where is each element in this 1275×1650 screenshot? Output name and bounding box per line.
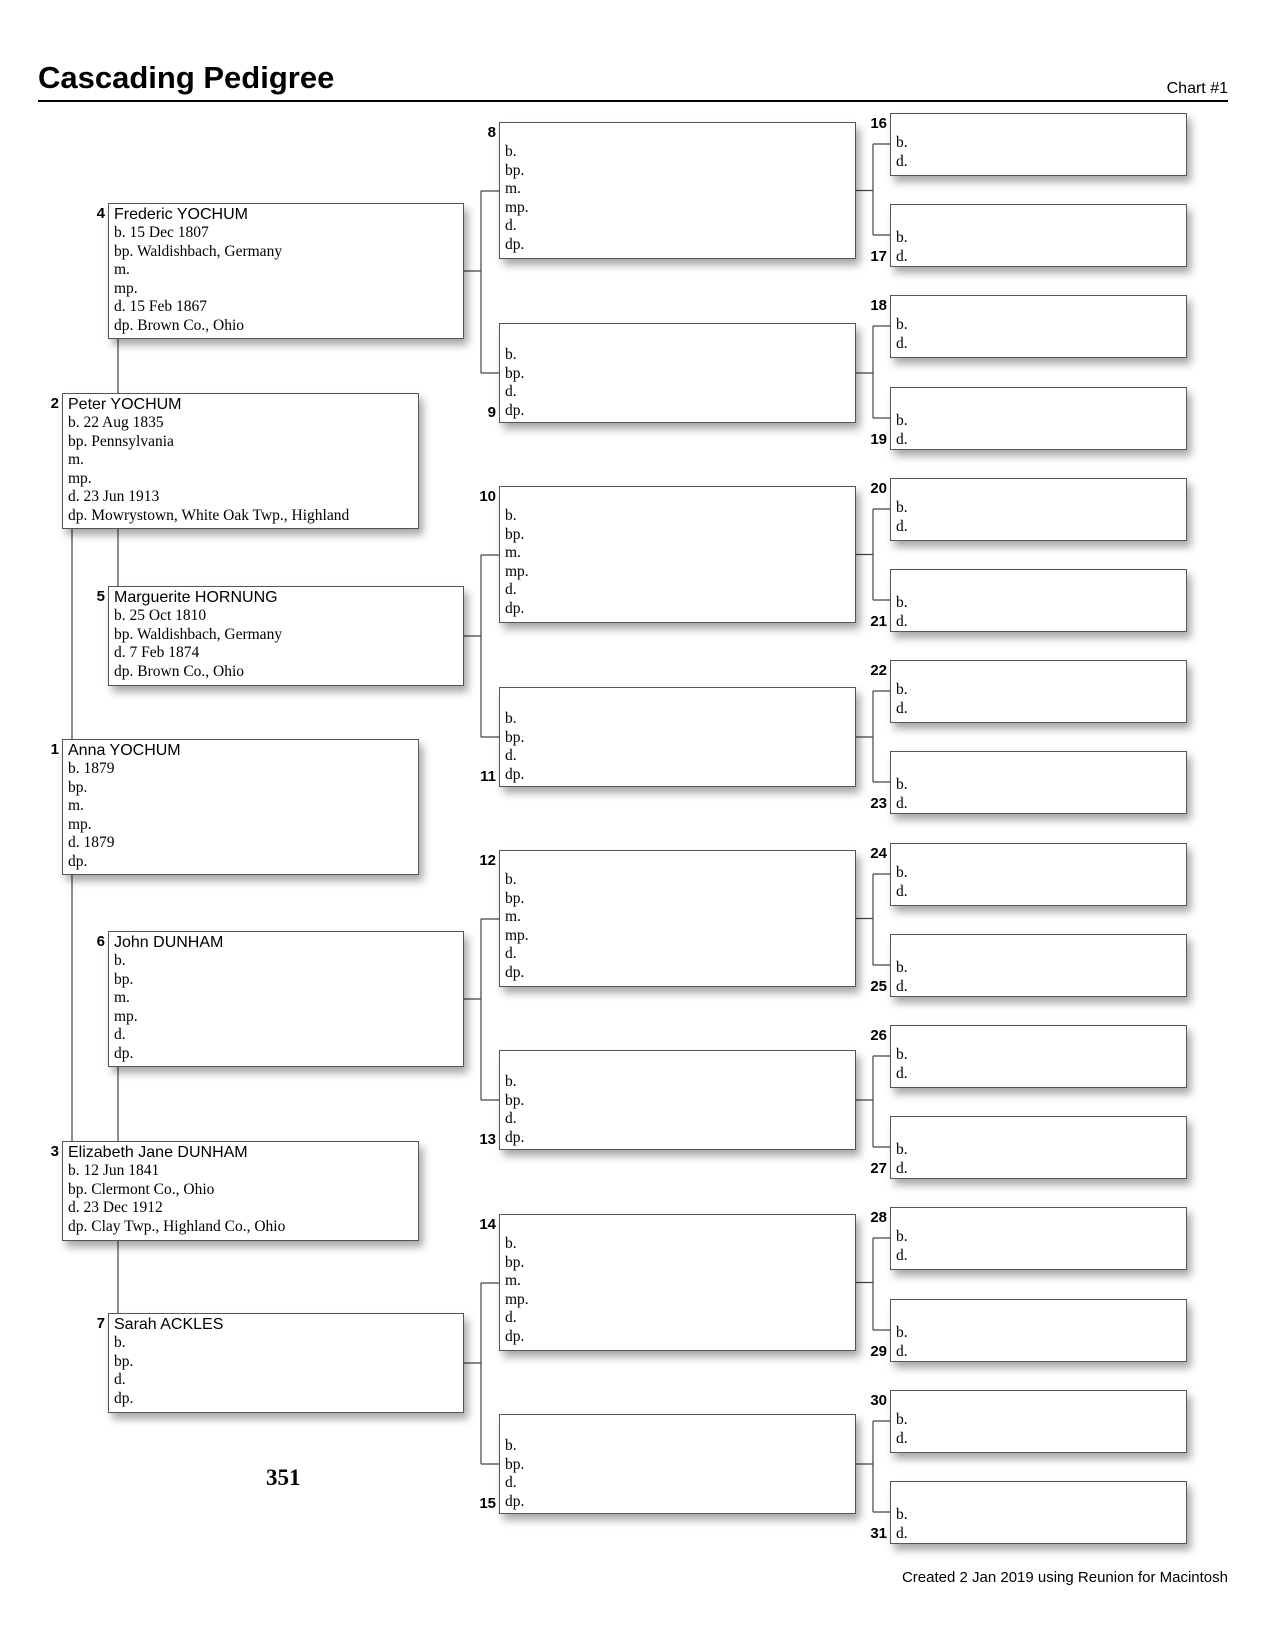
person-fact-line: d. [896, 977, 908, 995]
person-name: Anna YOCHUM [68, 742, 181, 759]
person-fact-line: dp. [505, 401, 525, 419]
person-box-23[interactable] [890, 751, 1187, 814]
person-number-21: 21 [870, 613, 887, 630]
person-fact-line: dp. [505, 1492, 525, 1510]
person-number-23: 23 [870, 795, 887, 812]
person-box-8[interactable] [499, 122, 856, 259]
person-fact-line: bp. [114, 970, 134, 988]
person-fact-line: d. [896, 517, 908, 535]
person-fact-line: b. [505, 143, 517, 160]
person-number-7: 7 [96, 1315, 105, 1332]
person-fact-line: m. [505, 1272, 521, 1290]
person-box-3[interactable] [62, 1141, 419, 1241]
person-fact-line: b. [896, 681, 908, 698]
person-box-14[interactable] [499, 1214, 856, 1351]
person-name [891, 753, 1186, 772]
person-number-28: 28 [870, 1209, 887, 1226]
person-number-4: 4 [96, 205, 105, 222]
person-number-13: 13 [479, 1131, 496, 1148]
person-fact-line: b. [114, 1334, 126, 1351]
person-name: Peter YOCHUM [68, 396, 182, 413]
person-number-14: 14 [479, 1216, 496, 1233]
person-fact-line: mp. [68, 815, 92, 833]
person-fact-line: b. [505, 710, 517, 727]
person-fact-line: mp. [505, 926, 529, 944]
person-name [891, 571, 1186, 590]
person-fact-line: b. [505, 346, 517, 363]
page-title: Cascading Pedigree [38, 60, 335, 95]
person-fact-line: d. [896, 1159, 908, 1177]
person-fact-line: d. [896, 1246, 908, 1264]
person-fact-line: d. [114, 1026, 126, 1044]
person-fact-line: d. 7 Feb 1874 [114, 644, 200, 662]
person-fact-line: bp. Clermont Co., Ohio [68, 1180, 215, 1198]
person-name [891, 115, 1186, 134]
person-number-11: 11 [480, 768, 496, 785]
person-fact-line: d. [505, 383, 517, 401]
person-box-16[interactable] [890, 113, 1187, 176]
person-fact-line: d. [896, 612, 908, 630]
chart-number: Chart #1 [1166, 80, 1228, 97]
person-name: Frederic YOCHUM [114, 206, 248, 223]
person-box-27[interactable] [890, 1116, 1187, 1179]
person-name [891, 1301, 1186, 1320]
person-fact-line: b. 15 Dec 1807 [114, 224, 209, 241]
person-fact-line: b. [896, 959, 908, 976]
person-fact-line: b. [896, 594, 908, 611]
person-fact-line: dp. [114, 1389, 134, 1407]
person-box-7[interactable] [108, 1313, 464, 1413]
person-box-28[interactable] [890, 1207, 1187, 1270]
person-name [891, 936, 1186, 955]
person-name [891, 206, 1186, 225]
person-name: Sarah ACKLES [114, 1316, 224, 1333]
person-fact-line: dp. [68, 852, 88, 870]
person-fact-line: d. [896, 882, 908, 900]
person-name [891, 297, 1186, 316]
person-fact-line: b. [505, 1073, 517, 1090]
person-name [500, 852, 855, 871]
person-name [500, 325, 855, 344]
person-fact-line: b. [505, 1235, 517, 1252]
person-fact-line: d. [896, 430, 908, 448]
footer-created: Created 2 Jan 2019 using Reunion for Macintosh [901, 1569, 1228, 1586]
person-number-30: 30 [870, 1392, 887, 1409]
person-box-17[interactable] [890, 204, 1187, 267]
person-box-10[interactable] [499, 486, 856, 623]
person-fact-line: d. [896, 1429, 908, 1447]
person-fact-line: d. [505, 945, 517, 963]
person-fact-line: mp. [114, 1007, 138, 1025]
person-fact-line: b. [896, 776, 908, 793]
person-box-13[interactable] [499, 1050, 856, 1150]
person-fact-line: d. [505, 1309, 517, 1327]
person-fact-line: d. [896, 1064, 908, 1082]
person-fact-line: mp. [505, 1290, 529, 1308]
person-fact-line: b. [114, 952, 126, 969]
person-box-19[interactable] [890, 387, 1187, 450]
person-number-17: 17 [870, 248, 887, 265]
person-fact-line: bp. Waldishbach, Germany [114, 242, 283, 260]
person-fact-line: dp. Brown Co., Ohio [114, 662, 245, 680]
person-box-11[interactable] [499, 687, 856, 787]
person-number-26: 26 [870, 1027, 887, 1044]
person-fact-line: m. [114, 261, 130, 279]
person-fact-line: b. [505, 507, 517, 524]
person-fact-line: d. [896, 152, 908, 170]
person-fact-line: b. [896, 1411, 908, 1428]
person-number-22: 22 [870, 662, 887, 679]
person-fact-line: b. [896, 134, 908, 151]
person-fact-line: dp. [505, 1327, 525, 1345]
person-fact-line: d. [896, 699, 908, 717]
person-fact-line: d. [505, 747, 517, 765]
person-fact-line: mp. [505, 562, 529, 580]
person-fact-line: m. [505, 544, 521, 562]
person-fact-line: b. [896, 499, 908, 516]
person-box-1[interactable] [62, 739, 419, 875]
person-fact-line: b. [896, 1228, 908, 1245]
person-fact-line: bp. [505, 889, 525, 907]
person-fact-line: d. [505, 1474, 517, 1492]
person-fact-line: bp. [505, 161, 525, 179]
person-number-19: 19 [870, 431, 887, 448]
person-fact-line: mp. [114, 279, 138, 297]
person-fact-line: d. [505, 217, 517, 235]
person-number-10: 10 [479, 488, 496, 505]
person-fact-line: b. [896, 1141, 908, 1158]
person-fact-line: b. [896, 412, 908, 429]
person-number-20: 20 [870, 480, 887, 497]
person-number-15: 15 [479, 1495, 496, 1512]
person-fact-line: mp. [505, 198, 529, 216]
person-number-29: 29 [870, 1343, 887, 1360]
person-name [891, 1392, 1186, 1411]
person-fact-line: d. [114, 1371, 126, 1389]
person-name [891, 480, 1186, 499]
person-fact-line: b. 1879 [68, 760, 115, 777]
person-fact-line: dp. Clay Twp., Highland Co., Ohio [68, 1217, 286, 1235]
person-fact-line: m. [114, 989, 130, 1007]
person-fact-line: dp. [505, 963, 525, 981]
person-fact-line: dp. [505, 765, 525, 783]
person-fact-line: bp. [505, 1253, 525, 1271]
person-fact-line: bp. Waldishbach, Germany [114, 625, 283, 643]
person-name [500, 488, 855, 507]
person-box-4[interactable] [108, 203, 464, 339]
person-fact-line: b. [896, 864, 908, 881]
person-fact-line: dp. Brown Co., Ohio [114, 316, 245, 334]
person-fact-line: bp. [114, 1352, 134, 1370]
person-number-18: 18 [870, 297, 887, 314]
person-box-9[interactable] [499, 323, 856, 423]
person-box-18[interactable] [890, 295, 1187, 358]
person-fact-line: d. [896, 334, 908, 352]
person-name: Marguerite HORNUNG [114, 589, 278, 606]
person-box-20[interactable] [890, 478, 1187, 541]
person-name [891, 389, 1186, 408]
person-fact-line: b. [896, 229, 908, 246]
person-number-12: 12 [479, 852, 496, 869]
person-name [891, 1209, 1186, 1228]
person-fact-line: d. 1879 [68, 834, 115, 852]
person-fact-line: b. [505, 871, 517, 888]
person-fact-line: m. [68, 451, 84, 469]
person-name [500, 1416, 855, 1435]
person-fact-line: d. [896, 247, 908, 265]
person-box-25[interactable] [890, 934, 1187, 997]
person-name [500, 1216, 855, 1235]
person-name [500, 689, 855, 708]
person-fact-line: b. [505, 1437, 517, 1454]
person-box-6[interactable] [108, 931, 464, 1067]
person-fact-line: d. [896, 794, 908, 812]
person-number-8: 8 [487, 124, 496, 141]
person-name: John DUNHAM [114, 934, 224, 951]
person-number-25: 25 [870, 978, 887, 995]
person-fact-line: dp. [505, 599, 525, 617]
person-box-21[interactable] [890, 569, 1187, 632]
person-number-1: 1 [50, 741, 59, 758]
person-fact-line: m. [68, 797, 84, 815]
person-fact-line: dp. [114, 1044, 134, 1062]
person-box-30[interactable] [890, 1390, 1187, 1453]
person-number-31: 31 [870, 1525, 887, 1542]
person-fact-line: m. [505, 908, 521, 926]
person-number-2: 2 [50, 395, 59, 412]
person-box-31[interactable] [890, 1481, 1187, 1544]
person-fact-line: b. 22 Aug 1835 [68, 414, 164, 431]
person-fact-line: b. [896, 1506, 908, 1523]
person-box-26[interactable] [890, 1025, 1187, 1088]
person-fact-line: bp. [505, 728, 525, 746]
person-name [891, 1027, 1186, 1046]
person-fact-line: d. [896, 1524, 908, 1542]
person-fact-line: b. 25 Oct 1810 [114, 607, 207, 624]
person-name [891, 1118, 1186, 1137]
person-fact-line: d. [896, 1342, 908, 1360]
person-fact-line: bp. [505, 1091, 525, 1109]
person-number-16: 16 [870, 115, 887, 132]
person-name [891, 662, 1186, 681]
person-fact-line: bp. [505, 525, 525, 543]
person-fact-line: d. 15 Feb 1867 [114, 298, 207, 316]
person-number-5: 5 [96, 588, 105, 605]
person-name: Elizabeth Jane DUNHAM [68, 1144, 248, 1161]
person-fact-line: bp. [505, 1455, 525, 1473]
person-fact-line: bp. [505, 364, 525, 382]
person-fact-line: b. [896, 1046, 908, 1063]
person-fact-line: dp. Mowrystown, White Oak Twp., Highland [68, 506, 350, 524]
person-fact-line: b. [896, 1324, 908, 1341]
person-number-27: 27 [870, 1160, 887, 1177]
person-fact-line: d. 23 Jun 1913 [68, 488, 160, 506]
person-fact-line: d. [505, 581, 517, 599]
person-name [500, 1052, 855, 1071]
person-name [500, 124, 855, 143]
person-box-12[interactable] [499, 850, 856, 987]
person-fact-line: b. 12 Jun 1841 [68, 1162, 160, 1179]
person-number-9: 9 [487, 404, 496, 421]
person-fact-line: b. [896, 316, 908, 333]
person-fact-line: dp. [505, 235, 525, 253]
person-fact-line: m. [505, 180, 521, 198]
person-number-3: 3 [50, 1143, 59, 1160]
person-name [891, 1483, 1186, 1502]
person-box-5[interactable] [108, 586, 464, 686]
person-box-2[interactable] [62, 393, 419, 529]
person-fact-line: bp. Pennsylvania [68, 432, 174, 450]
person-name [891, 845, 1186, 864]
person-number-24: 24 [870, 845, 887, 862]
person-number-6: 6 [96, 933, 105, 950]
person-box-15[interactable] [499, 1414, 856, 1514]
person-fact-line: dp. [505, 1128, 525, 1146]
person-box-22[interactable] [890, 660, 1187, 723]
person-box-24[interactable] [890, 843, 1187, 906]
person-fact-line: mp. [68, 469, 92, 487]
page-number: 351 [266, 1465, 301, 1490]
person-fact-line: d. 23 Dec 1912 [68, 1199, 163, 1217]
person-box-29[interactable] [890, 1299, 1187, 1362]
person-fact-line: d. [505, 1110, 517, 1128]
person-fact-line: bp. [68, 778, 88, 796]
